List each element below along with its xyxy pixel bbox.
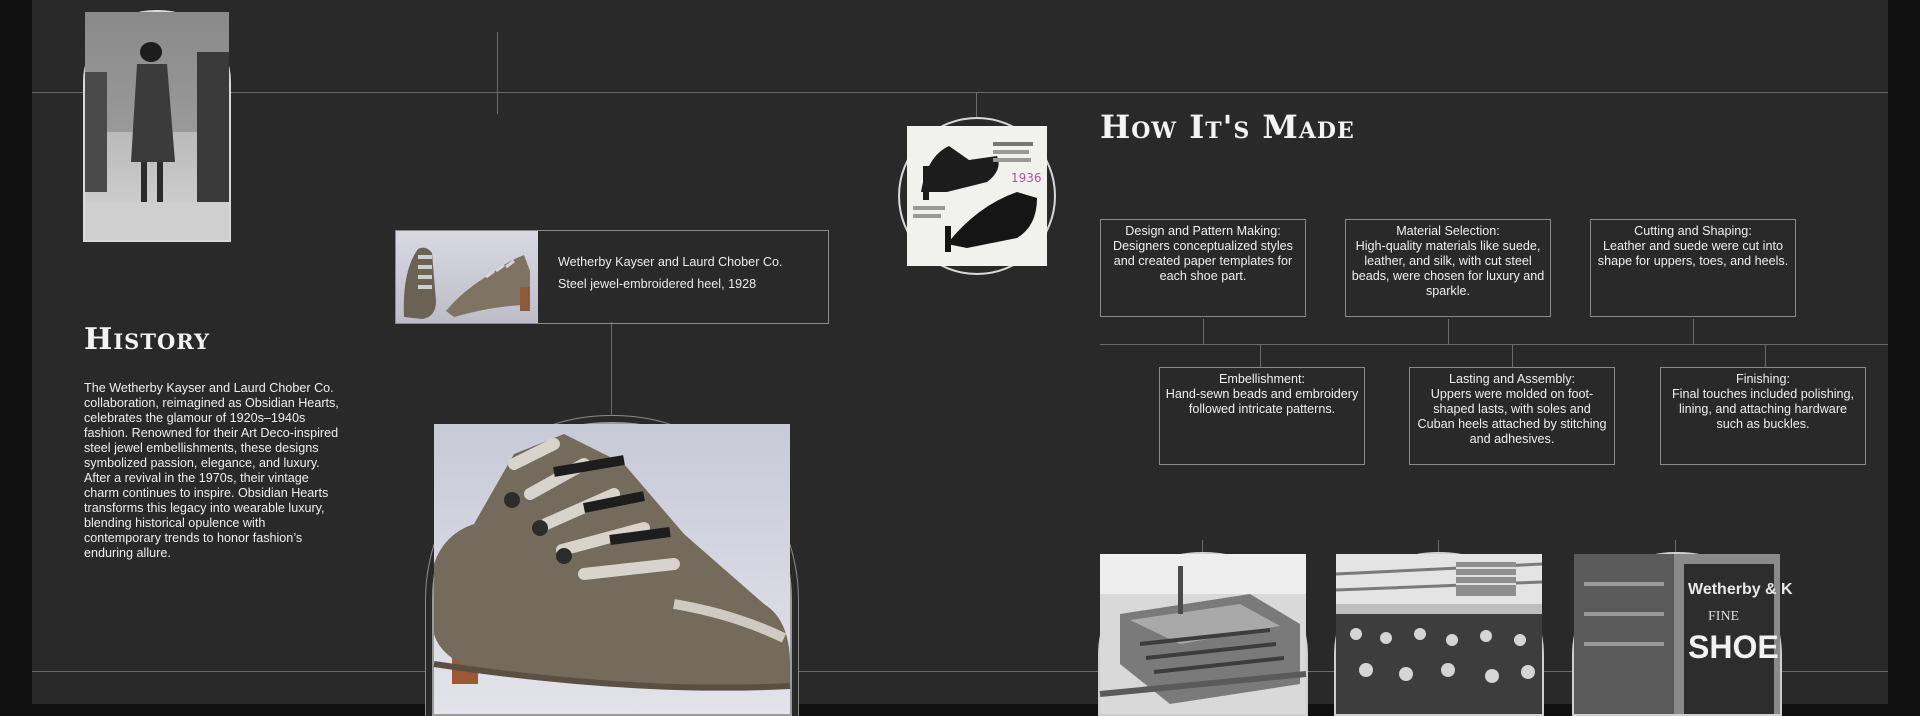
factory-photo [1098,552,1308,716]
vintage-street-photo [83,10,231,242]
step-title: Design and Pattern Making: [1125,224,1281,238]
shoe-ad-image [907,126,1047,266]
connector-1 [1203,319,1204,344]
step-embellishment [1159,367,1365,465]
step-title: Embellishment: [1218,372,1306,386]
connector-5 [1512,344,1513,367]
step-text: Hand-sewn beads and embroidery followed intricate patterns. [1165,387,1359,416]
connector-photo-2 [1438,540,1439,552]
connector-2 [1448,319,1449,344]
steps-connector [1100,344,1888,345]
guide-line-caption-stem [611,322,612,422]
step-material [1345,219,1551,317]
step-text: Designers conceptualized styles and created paper templates for each shoe part. [1113,239,1293,283]
step-lasting [1409,367,1615,465]
history-title: History [84,322,211,357]
how-its-made-title: How It's Made [1100,108,1355,146]
history-body: The Wetherby Kayser and Laurd Chober Co. collaboration, reimagined as Obsidian Hearts, celebrates the glamour of 1920s–1940s fashion. Renowned for their Art Deco-inspired steel jewel embellishments, these designs symbolized passion, elegance, and luxury. After a revival in the 1970s, their vintage charm continues to inspire. Obsidian Hearts transforms this legacy into wearable luxury, blending historical opulence with contemporary trends to honor fashion’s enduring allure. [84,381,339,560]
workshop-photo [1334,552,1544,716]
store-sign-brand: Wetherby & K [1688,581,1793,598]
step-text: Uppers were molded on foot-shaped lasts, with soles and Cuban heels attached by stitching and adhesives. [1417,387,1607,446]
step-title: Lasting and Assembly: [1448,372,1575,386]
connector-photo-1 [1202,540,1203,552]
store-sign-fine: FINE [1708,609,1740,624]
beaded-heel-photo [432,422,792,716]
step-text: Final touches included polishing, lining, and attaching hardware such as buckles. [1671,387,1855,431]
step-design [1100,219,1306,317]
storefront-photo [1572,552,1793,716]
step-finishing [1660,367,1866,465]
step-text: High-quality materials like suede, leather, and silk, with cut steel beads, were chosen for luxury and sparkle. [1351,239,1545,298]
step-text: Leather and suede were cut into shape for uppers, toes, and heels. [1597,239,1789,268]
connector-photo-3 [1675,540,1676,552]
connector-4 [1260,344,1261,367]
page-canvas [32,0,1888,704]
step-cutting [1590,219,1796,317]
step-title: Material Selection: [1396,224,1500,238]
guide-line-vertical-left [497,32,498,114]
caption-line-2: Steel jewel-embroidered heel, 1928 [558,277,757,291]
shoe-thumbnail [396,231,538,323]
shoe-ad-circle [898,117,1056,275]
step-title: Finishing: [1736,372,1790,386]
caption-text [558,251,782,295]
connector-6 [1765,344,1766,367]
connector-3 [1693,319,1694,344]
caption-line-1: Wetherby Kayser and Laurd Chober Co. [558,255,783,269]
guide-line-top [32,92,1888,93]
ad-year: 1936 [1011,171,1042,185]
step-title: Cutting and Shaping: [1634,224,1752,238]
guide-line-circle-stem [976,92,977,118]
store-sign-shoe: SHOE [1688,629,1779,665]
shoe-caption-card [395,230,829,324]
